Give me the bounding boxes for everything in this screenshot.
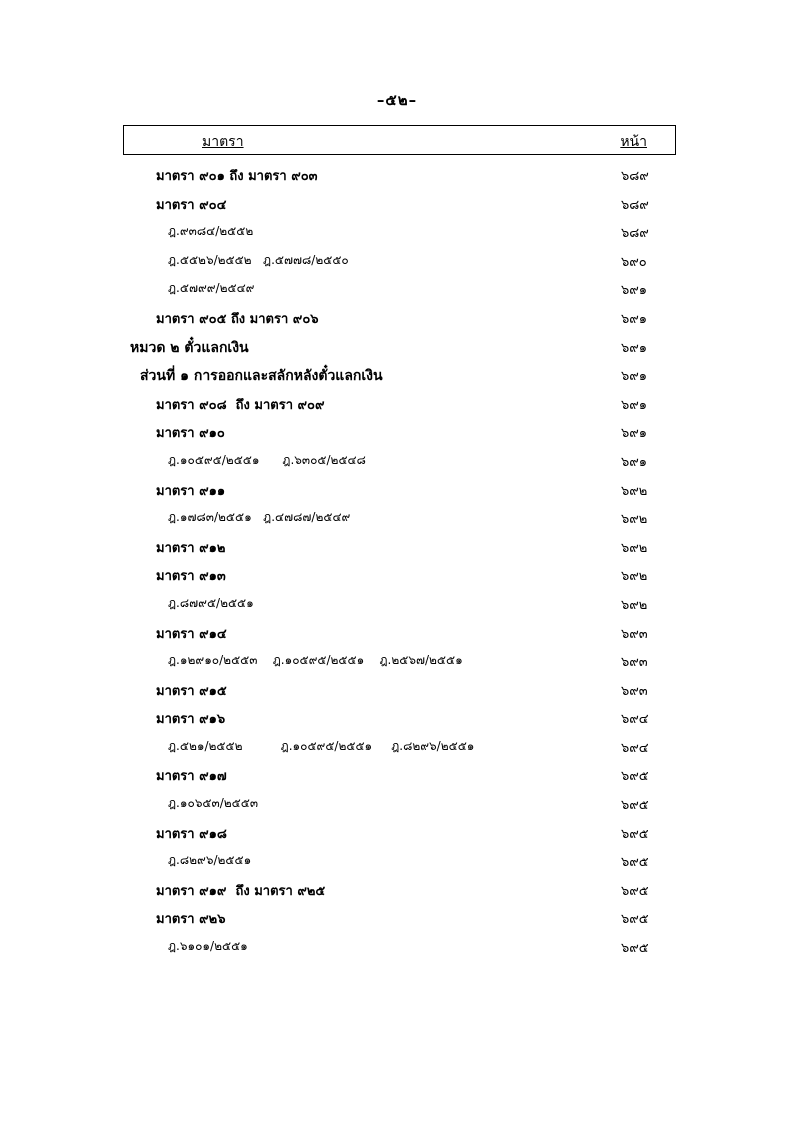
article-row: [0, 561, 794, 590]
article-label: มาตรา ๙๐๑ ถึง มาตรา ๙๐๓: [156, 169, 318, 184]
article-row: [0, 304, 794, 333]
table-header: [123, 125, 676, 155]
article-row: [0, 161, 794, 190]
page-ref: ๖๙๕: [621, 798, 649, 814]
ruling-label: ฎ.๖๑๐๑/๒๕๕๑: [168, 939, 248, 954]
page-ref: ๖๙๒: [621, 512, 648, 528]
page-ref: ๖๙๒: [621, 597, 648, 613]
page-ref: ๖๙๑: [621, 340, 648, 356]
page-ref: ๖๙๕: [621, 769, 649, 785]
article-row: [0, 533, 794, 562]
page-ref: ๖๙๔: [621, 712, 649, 728]
page-ref: ๖๙๑: [621, 369, 648, 385]
chapter-row: [0, 333, 794, 362]
ruling-label: ฎ.๘๒๙๖/๒๕๕๑: [168, 853, 252, 868]
ruling-label: ฎ.๑๗๘๓/๒๕๕๑ ฎ.๔๗๘๗/๒๕๔๙: [168, 510, 351, 525]
article-row: [0, 676, 794, 705]
ruling-label: ฎ.๑๒๙๑๐/๒๕๕๓ ฎ.๑๐๕๙๕/๒๕๕๑ ฎ.๒๕๖๗/๒๕๕๑: [168, 653, 463, 668]
ruling-row: [0, 733, 794, 762]
page-ref: ๖๙๑: [621, 426, 648, 442]
article-row: [0, 476, 794, 505]
ruling-row: [0, 790, 794, 819]
page-ref: ๖๙๕: [621, 855, 649, 871]
ruling-label: ฎ.๕๕๒๖/๒๕๕๒ ฎ.๕๗๗๘/๒๕๕๐: [168, 252, 349, 267]
article-label: มาตรา ๙๐๘ ถึง มาตรา ๙๐๙: [156, 397, 325, 413]
article-label: มาตรา ๙๑๖: [156, 712, 226, 728]
ruling-label: ฎ.๕๗๙๙/๒๕๔๙: [168, 281, 255, 296]
article-label: มาตรา ๙๑๐: [156, 426, 225, 442]
ruling-label: ฎ.๕๒๑/๒๕๕๒ ฎ.๑๐๕๙๕/๒๕๕๑ ฎ.๘๒๙๖/๒๕๕๑: [168, 738, 475, 753]
article-label: มาตรา ๙๑๘: [156, 826, 227, 842]
article-label: มาตรา ๙๑๑: [156, 483, 226, 499]
page-ref: ๖๙๓: [621, 655, 648, 671]
article-row: [0, 904, 794, 933]
page-ref: ๖๙๕: [621, 883, 649, 899]
ruling-row: [0, 933, 794, 962]
page-ref: ๖๙๑: [621, 283, 648, 299]
ruling-label: ฎ.๑๐๕๙๕/๒๕๕๑ ฎ.๖๓๐๕/๒๕๔๘: [168, 452, 366, 467]
ruling-row: [0, 218, 794, 247]
article-label: มาตรา ๙๑๓: [156, 569, 226, 585]
page-number: –๕๒–: [376, 91, 418, 109]
page-ref: ๖๙๕: [621, 826, 649, 842]
page-ref: ๖๙๕: [621, 912, 649, 928]
index-list: [0, 161, 794, 962]
article-label: มาตรา ๙๑๙ ถึง มาตรา ๙๒๕: [156, 883, 326, 899]
article-row: [0, 390, 794, 419]
article-label: มาตรา ๙๐๕ ถึง มาตรา ๙๐๖: [156, 311, 319, 327]
article-label: มาตรา ๙๐๔: [156, 197, 227, 213]
ruling-row: [0, 504, 794, 533]
page-ref: ๖๙๒: [621, 540, 648, 556]
page-ref: ๖๙๓: [621, 683, 648, 699]
article-row: [0, 619, 794, 648]
article-row: [0, 418, 794, 447]
page-ref: ๖๙๕: [621, 941, 649, 957]
ruling-row: [0, 447, 794, 476]
article-row: [0, 190, 794, 219]
ruling-label: ฎ.๘๗๙๕/๒๕๕๑: [168, 595, 254, 610]
page-ref: ๖๙๒: [621, 569, 648, 585]
page-ref: ๖๙๓: [621, 626, 648, 642]
article-row: [0, 761, 794, 790]
page-ref: ๖๙๑: [621, 397, 648, 413]
article-row: [0, 819, 794, 848]
article-label: มาตรา ๙๑๒: [156, 540, 226, 556]
article-label: มาตรา ๙๑๕: [156, 683, 227, 699]
part-row: [0, 361, 794, 390]
article-label: มาตรา ๙๑๗: [156, 769, 227, 785]
ruling-row: [0, 590, 794, 619]
ruling-row: [0, 647, 794, 676]
page-ref: ๖๙๔: [621, 740, 649, 756]
page-ref: ๖๘๙: [621, 226, 649, 242]
page-ref: ๖๙๑: [621, 454, 648, 470]
part-label: ส่วนที่ ๑ การออกและสลักหลังตั๋วแลกเงิน: [140, 368, 383, 385]
page-ref: ๖๙๑: [621, 311, 648, 327]
ruling-label: ฎ.๑๐๖๕๓/๒๕๕๓: [168, 796, 259, 811]
ruling-row: [0, 247, 794, 276]
article-row: [0, 876, 794, 905]
header-section-label: มาตรา: [202, 134, 244, 150]
ruling-row: [0, 847, 794, 876]
ruling-row: [0, 275, 794, 304]
page-ref: ๖๘๙: [621, 197, 649, 213]
chapter-label: หมวด ๒ ตั๋วแลกเงิน: [130, 339, 249, 356]
page-ref: ๖๙๐: [621, 254, 647, 270]
header-page-label: หน้า: [620, 134, 647, 150]
article-row: [0, 704, 794, 733]
article-label: มาตรา ๙๑๔: [156, 626, 227, 642]
ruling-label: ฎ.๙๓๘๔/๒๕๕๒: [168, 224, 254, 239]
article-label: มาตรา ๙๒๖: [156, 912, 226, 928]
page-ref: ๖๙๒: [621, 483, 648, 499]
page-ref: ๖๘๙: [621, 169, 649, 184]
